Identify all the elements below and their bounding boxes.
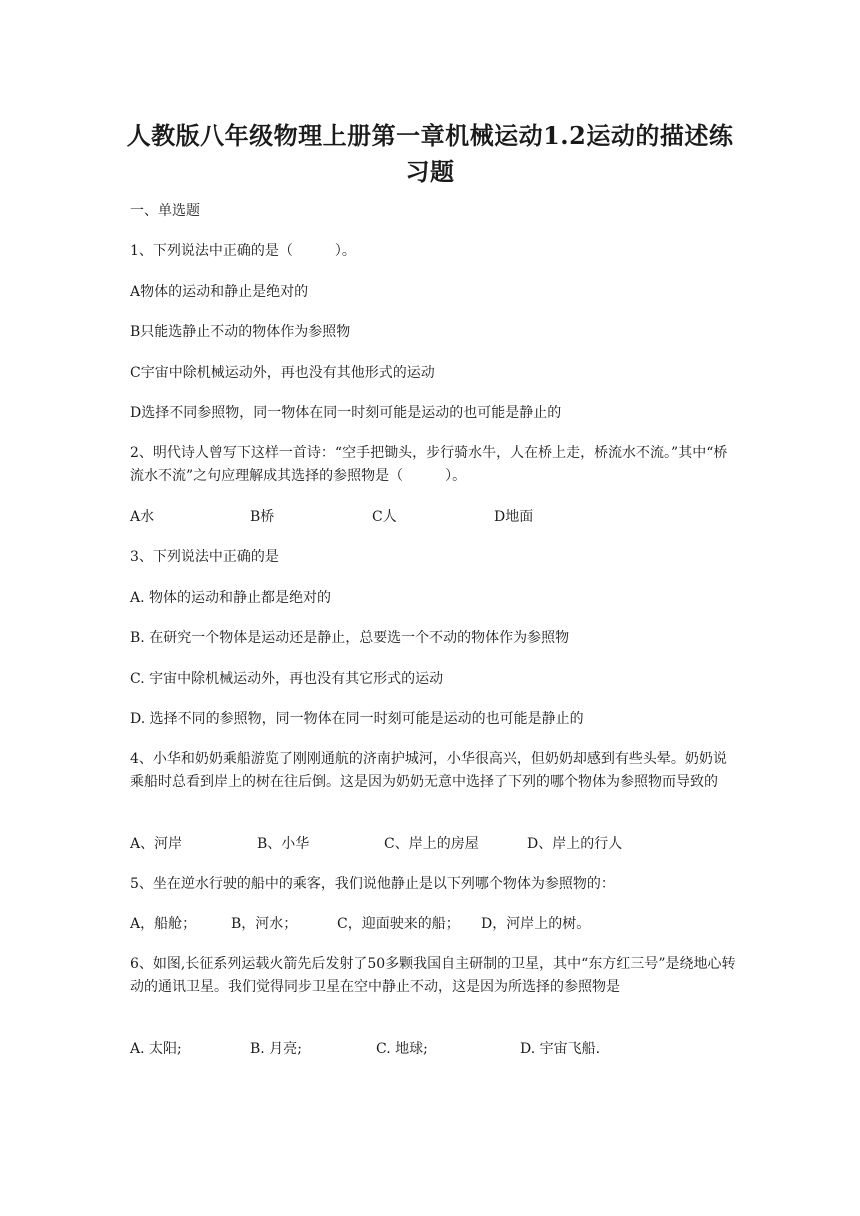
document-title: 人教版八年级物理上册第一章机械运动1.2运动的描述练习题 bbox=[126, 121, 734, 186]
question-6-option-a: A. 太阳; bbox=[130, 1041, 182, 1057]
question-2-option-a: A水 bbox=[130, 509, 155, 525]
question-5-stem: 5、坐在逆水行驶的船中的乘客，我们说他静止是以下列哪个物体为参照物的： bbox=[130, 876, 615, 892]
question-3-option-b: B. 在研究一个物体是运动还是静止，总要选一个不动的物体作为参照物 bbox=[130, 630, 570, 646]
question-6-stem: 6、如图,长征系列运载火箭先后发射了50多颗我国自主研制的卫星，其中“东方红三号”是绕地心转动的通讯卫星。我们觉得同步卫星在空中静止不动，这是因为所选择的参照物是 bbox=[130, 956, 736, 995]
question-5-option-b: B，河水； bbox=[231, 916, 298, 932]
question-6-option-c: C. 地球; bbox=[376, 1041, 428, 1057]
question-3-stem: 3、下列说法中正确的是 bbox=[130, 549, 279, 565]
question-3-option-d: D. 选择不同的参照物，同一物体在同一时刻可能是运动的也可能是静止的 bbox=[130, 711, 584, 727]
question-6-option-b: B. 月亮; bbox=[250, 1041, 302, 1057]
question-5-option-a: A，船舱； bbox=[130, 916, 197, 932]
question-3-option-a: A. 物体的运动和静止都是绝对的 bbox=[130, 590, 332, 606]
question-2-option-b: B桥 bbox=[250, 509, 275, 525]
question-2-stem: 2、明代诗人曾写下这样一首诗：“空手把锄头，步行骑水牛，人在桥上走，桥流水不流。”其中“桥流水不流”之句应理解成其选择的参照物是（ ）。 bbox=[130, 445, 728, 484]
question-4-option-a: A、河岸 bbox=[130, 836, 183, 852]
question-5-option-c: C，迎面驶来的船； bbox=[337, 916, 460, 932]
question-4-option-b: B、小华 bbox=[257, 836, 310, 852]
question-1-option-c: C宇宙中除机械运动外，再也没有其他形式的运动 bbox=[130, 365, 435, 381]
question-6-option-d: D. 宇宙飞船. bbox=[520, 1041, 601, 1057]
question-5-option-d: D，河岸上的树。 bbox=[481, 916, 591, 932]
question-1-option-d: D选择不同参照物，同一物体在同一时刻可能是运动的也可能是静止的 bbox=[130, 405, 562, 421]
question-3-option-c: C. 宇宙中除机械运动外，再也没有其它形式的运动 bbox=[130, 671, 444, 687]
question-4-option-d: D、岸上的行人 bbox=[527, 836, 623, 852]
section-heading: 一、单选题 bbox=[130, 203, 200, 219]
question-4-option-c: C、岸上的房屋 bbox=[384, 836, 479, 852]
question-2-option-c: C人 bbox=[372, 509, 397, 525]
question-4-stem: 4、小华和奶奶乘船游览了刚刚通航的济南护城河，小华很高兴，但奶奶却感到有些头晕。奶奶说乘船时总看到岸上的树在往后倒。这是因为奶奶无意中选择了下列的哪个物体为参照物而导致的 bbox=[130, 751, 727, 790]
question-1-option-b: B只能选静止不动的物体作为参照物 bbox=[130, 324, 351, 340]
question-1-stem: 1、下列说法中正确的是（ ）。 bbox=[130, 243, 356, 259]
question-1-option-a: A物体的运动和静止是绝对的 bbox=[130, 284, 309, 300]
question-2-option-d: D地面 bbox=[494, 509, 534, 525]
